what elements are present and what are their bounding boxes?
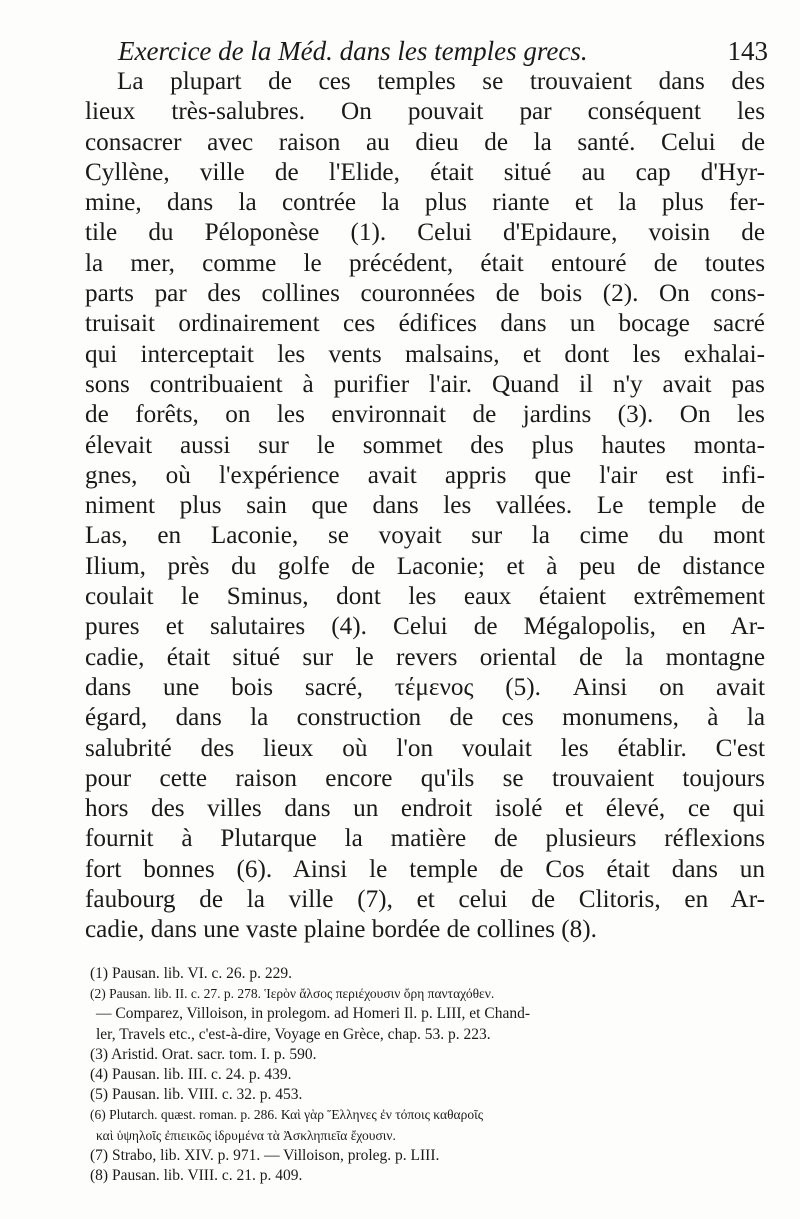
text-line: faubourg de la ville (7), et celui de Clitoris, en Ar- xyxy=(85,886,765,914)
footnote-line: (3) Aristid. Orat. sacr. tom. I. p. 590. xyxy=(90,1045,317,1063)
text-line: coulait le Sminus, dont les eaux étaient extrêmement xyxy=(85,583,765,611)
text-line: qui interceptait les vents malsains, et dont les exhalai- xyxy=(85,340,765,368)
footnote-line: (2) Pausan. lib. II. c. 27. p. 278. Ἱερὸν ἄλσος περιέχουσιν ὄρη πανταχόθεν. xyxy=(90,986,495,1002)
text-line: fort bonnes (6). Ainsi le temple de Cos était dans un xyxy=(85,855,765,883)
text-line: mine, dans la contrée la plus riante et la plus fer- xyxy=(85,189,765,217)
text-line: la mer, comme le précédent, était entouré de toutes xyxy=(85,249,765,277)
text-line: parts par des collines couronnées de bois (2). On cons- xyxy=(85,280,765,308)
footnotes xyxy=(90,964,770,1186)
text-line: cadie, dans une vaste plaine bordée de collines (8). xyxy=(85,916,597,944)
footnote-line: (6) Plutarch. quæst. roman. p. 286. Καὶ γὰρ Ἕλληνες ἐν τόποις καθαροῖς xyxy=(90,1107,484,1123)
text-line: égard, dans la construction de ces monumens, à la xyxy=(85,704,765,732)
text-line: La plupart de ces temples se trouvaient dans des xyxy=(117,68,765,95)
footnote-line: (4) Pausan. lib. III. c. 24. p. 439. xyxy=(90,1065,292,1083)
text-line: pour cette raison encore qu'ils se trouvaient toujours xyxy=(85,764,765,792)
text-line: fournit à Plutarque la matière de plusieurs réflexions xyxy=(85,825,765,853)
footnote-line: (8) Pausan. lib. VIII. c. 21. p. 409. xyxy=(90,1166,303,1184)
text-line: consacrer avec raison au dieu de la santé. Celui de xyxy=(85,128,765,156)
text-line: Cyllène, ville de l'Elide, était situé au cap d'Hyr- xyxy=(85,158,765,186)
text-line: lieux très-salubres. On pouvait par conséquent les xyxy=(85,98,765,126)
text-line: gnes, où l'expérience avait appris que l'air est infi- xyxy=(85,461,765,489)
text-line: Ilium, près du golfe de Laconie; et à peu de distance xyxy=(85,552,765,580)
text-line: Las, en Laconie, se voyait sur la cime du mont xyxy=(85,522,765,550)
text-line: niment plus sain que dans les vallées. Le temple de xyxy=(85,492,765,520)
text-line: de forêts, on les environnait de jardins (3). On les xyxy=(85,401,765,429)
text-line: cadie, était situé sur le revers oriental de la montagne xyxy=(85,643,765,671)
text-line: pures et salutaires (4). Celui de Mégalopolis, en Ar- xyxy=(85,613,765,641)
text-line: truisait ordinairement ces édifices dans un bocage sacré xyxy=(85,310,765,338)
footnote-line: (1) Pausan. lib. VI. c. 26. p. 229. xyxy=(90,965,293,982)
running-title: Exercice de la Méd. dans les temples grecs. xyxy=(118,36,588,66)
main-text xyxy=(85,67,765,946)
text-line: sons contribuaient à purifier l'air. Quand il n'y avait pas xyxy=(85,370,765,398)
text-line: élevait aussi sur le sommet des plus hautes monta- xyxy=(85,431,765,459)
text-line: salubrité des lieux où l'on voulait les établir. C'est xyxy=(85,734,765,762)
footnote-line: (5) Pausan. lib. VIII. c. 32. p. 453. xyxy=(90,1086,303,1104)
footnote-line: καὶ ὑψηλοῖς ἐπιεικῶς ἱδρυμένα τὰ Ἀσκληπιεῖα ἔχουσιν. xyxy=(96,1127,396,1143)
footnote-line: (7) Strabo, lib. XIV. p. 971. — Villoison, proleg. p. LIII. xyxy=(90,1146,440,1164)
footnote-line: ler, Travels etc., c'est-à-dire, Voyage en Grèce, chap. 53. p. 223. xyxy=(96,1025,491,1043)
page-number: 143 xyxy=(727,36,768,66)
text-line: tile du Péloponèse (1). Celui d'Epidaure, voisin de xyxy=(85,219,765,247)
footnote-line: — Comparez, Villoison, in prolegom. ad Homeri Il. p. LIII, et Chand- xyxy=(96,1005,530,1023)
text-line: dans une bois sacré, τέμενος (5). Ainsi on avait xyxy=(85,673,765,701)
text-line: hors des villes dans un endroit isolé et élevé, ce qui xyxy=(85,795,765,823)
